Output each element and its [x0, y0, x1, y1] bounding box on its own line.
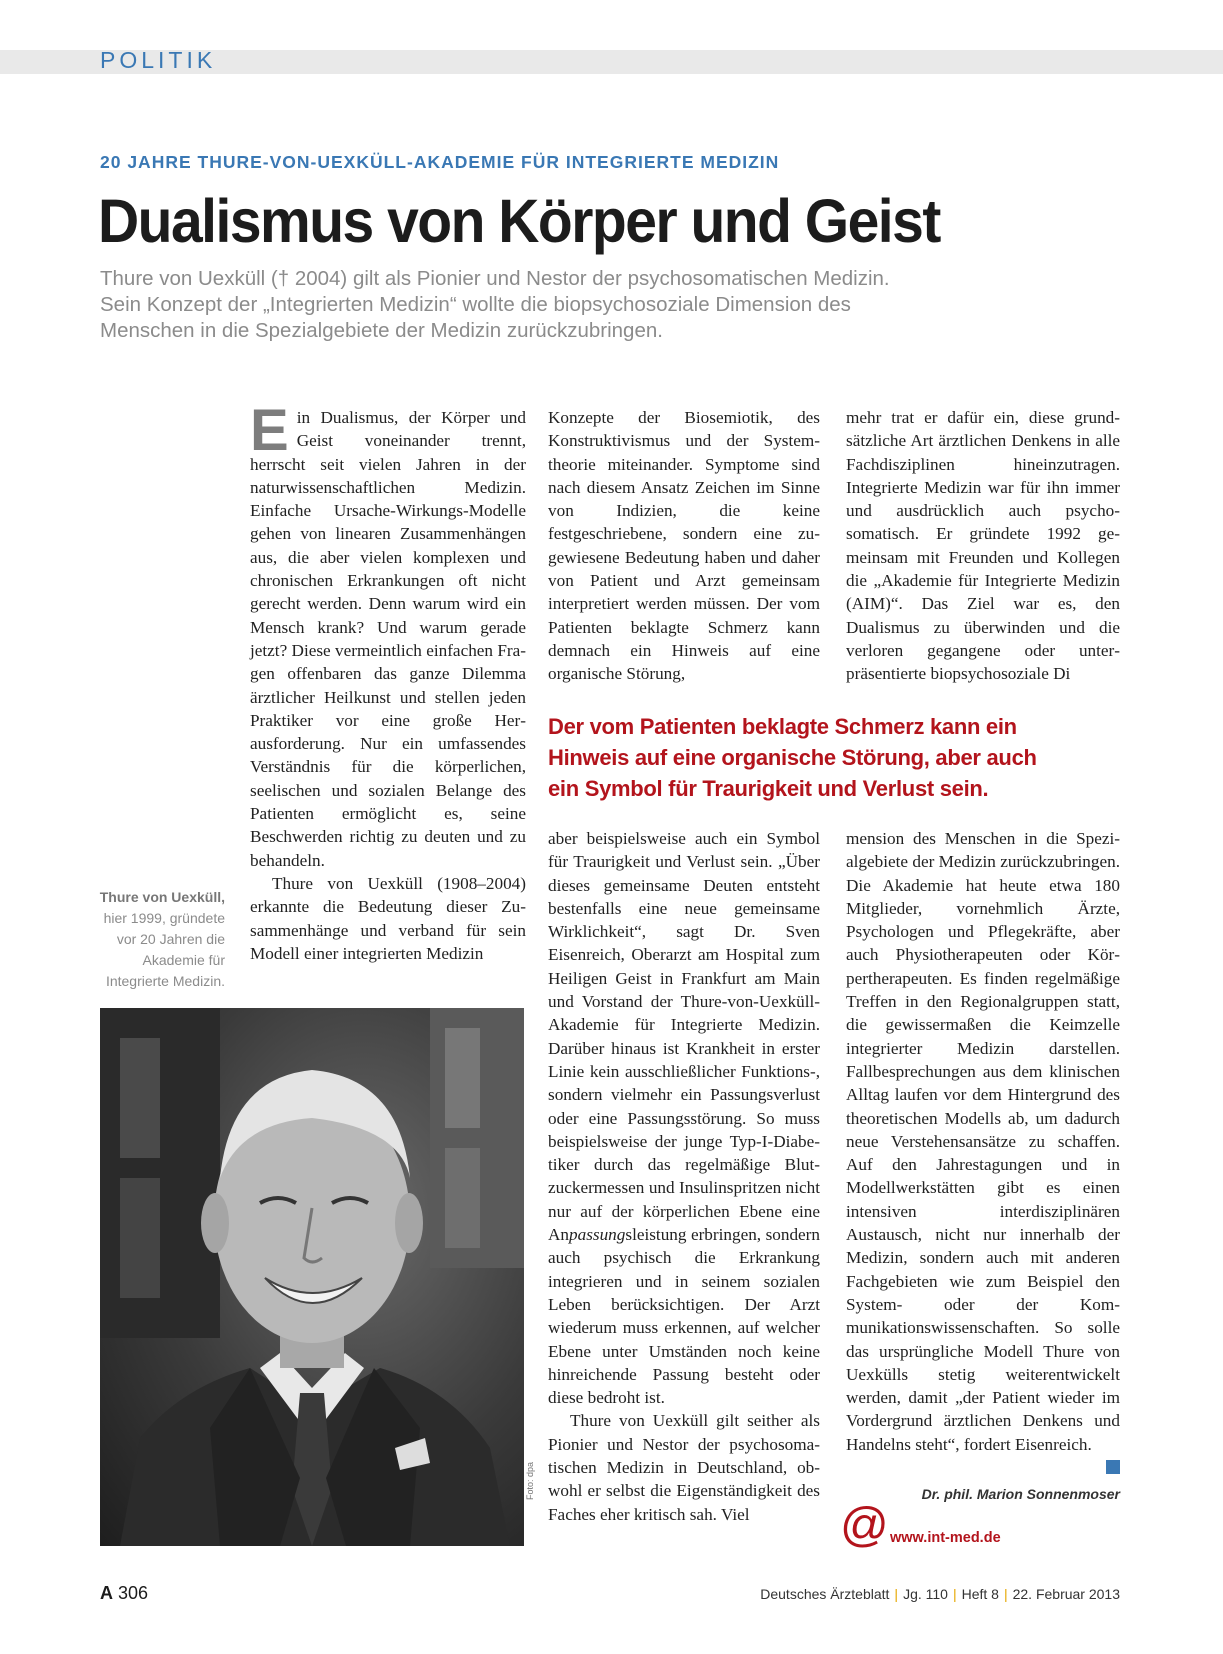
column-2-top [548, 406, 820, 688]
separator: | [1003, 1586, 1008, 1602]
volume: Jg. 110 [903, 1586, 948, 1602]
kicker: 20 JAHRE THURE-VON-UEXKÜLL-AKADEMIE FÜR INTEGRIERTE MEDIZIN [100, 152, 780, 172]
caption-name: Thure von Uexküll, [99, 889, 225, 905]
separator: | [894, 1586, 899, 1602]
footer-publication [760, 1586, 1120, 1602]
emphasis-text: passung [569, 1225, 626, 1245]
photo-caption [70, 887, 225, 992]
paragraph [548, 827, 820, 1409]
column-3-bottom [846, 827, 1120, 1487]
pullquote [548, 711, 1128, 804]
page-number-value: 306 [118, 1583, 149, 1603]
journal-name: Deutsches Ärzteblatt [760, 1586, 890, 1602]
pullquote-line: ein Symbol für Traurigkeit und Verlust sein. [548, 776, 989, 801]
paragraph-text: sleistung erbringen, sondern auch psychisch die Erkrankung integrieren und in seinem sozialen Leben berücksichtigen. Der Arzt wiederum muss erkennen, auf welcher Ebene unter Umständen noch keine hinreichende Passung besteht oder diese bedroht ist. [548, 1225, 820, 1408]
portrait-photo [100, 1008, 524, 1546]
end-mark-icon [1106, 1460, 1120, 1474]
lead-line: Thure von Uexküll († 2004) gilt als Pionier und Nestor der psychosomatischen Medizin. [100, 267, 890, 290]
paragraph: Konzepte der Biosemiotik, des Konstruktivismus und der Systemtheorie miteinander. Symptome sind nach diesem Ansatz Zeichen im Sinne von Indizien, die keine festgeschriebene, sondern eine zugewiesene Bedeutung haben und daher von Patient und Arzt gemeinsam interpretiert werden müssen. Der vom Patienten beklagte Schmerz kann demnach ein Hinweis auf eine organische Störung, [548, 408, 820, 684]
photo-credit: Foto: dpa [525, 1461, 535, 1500]
dropcap: E [250, 398, 289, 463]
lead-line: Menschen in die Spezialgebiete der Medizin zurückzubringen. [100, 319, 663, 342]
lead-paragraph [100, 266, 1000, 344]
paragraph: mension des Menschen in die Spezialgebiete der Medizin zurückzubringen. Die Akademie hat heute etwa 180 Mitglieder, vornehmlich Ärzte, Psychologen und Pflegekräfte, aber auch Physiotherapeuten oder Körpertherapeuten. Es finden regelmäßige Treffen in den Regionalgruppen statt, die gewissermaßen die Keimzelle integrierter Medizin darstellen. Fallbesprechungen aus dem klinischen Alltag laufen vor dem Hintergrund des theoretischen Modells ab, um dadurch neue Verstehensansätze zu schaffen. Auf den Jahrestagungen und in Modellwerkstätten gibt es einen intensiven interdisziplinären Austausch, nicht nur innerhalb der Medizin, sondern auch mit anderen Fachgebieten wie zum Beispiel den System- oder der Kommunikationswissenschaften. So solle das ursprüngliche Modell Thure von Uexkülls stetig weiterentwickelt werden, damit „der Patient wieder im Vordergrund ärztlichen Denkens und Handelns steht“, fordert Eisenreich. [846, 829, 1120, 1454]
pullquote-line: Hinweis auf eine organische Störung, aber auch [548, 745, 1037, 770]
paragraph: Thure von Uexküll gilt seither als Pionier und Nestor der psychosomatischen Medizin in Deutschland, obwohl er selbst die Eigenständigkeit des Faches eher kritisch sah. Viel [548, 1411, 820, 1524]
at-icon: @ [840, 1499, 889, 1552]
lead-line: Sein Konzept der „Integrierten Medizin“ wollte die biopsychosoziale Dimension des [100, 293, 851, 316]
author-byline: Dr. phil. Marion Sonnenmoser [921, 1486, 1120, 1502]
paragraph-text: aber beispielsweise auch ein Symbol für Traurigkeit und Verlust sein. „Über dieses gemeinsame Deuten entsteht bestenfalls eine neue gemeinsame Wirklichkeit“, sagt Dr. Sven Eisenreich, Oberarzt am Hospital zum Heiligen Geist in Frankfurt am Main und Vorstand der Thure-von-Uexküll-Akademie für Integrierte Medizin. Darüber hinaus ist Krankheit in erster Linie kein ausschließlicher Funktions-, sondern vielmehr ein Passungsverlust oder eine Passungsstörung. So muss beispielsweise der junge Typ-I-Diabetiker durch das regelmäßige Blutzuckermessen und Insulinspritzen nicht nur auf der körperlichen Ebene eine An [548, 829, 820, 1245]
paragraph: mehr trat er dafür ein, diese grundsätzliche Art ärztlichen Denkens in alle Fachdisziplinen hineinzutragen. Integrierte Medizin war für ihn immer und ausdrücklich auch psychosomatisch. Er gründete 1992 gemeinsam mit Freunden und Kollegen die „Akademie für Integrierte Medizin (AIM)“. Das Ziel war es, den Dualismus zu überwinden und die verloren gegangene oder unterpräsentierte biopsychosoziale Di [846, 408, 1120, 684]
page-prefix: A [100, 1583, 113, 1603]
issue-date: 22. Februar 2013 [1012, 1586, 1120, 1602]
headline: Dualismus von Körper und Geist [98, 187, 940, 257]
caption-line: Akademie für [142, 952, 225, 968]
page-number [100, 1583, 148, 1604]
paragraph [250, 398, 526, 872]
rubric-label: POLITIK [100, 47, 217, 73]
separator: | [952, 1586, 957, 1602]
paragraph: Thure von Uexküll (1908–2004) erkannte die Bedeutung dieser Zusammenhänge und verband für sein Modell einer integrierten Medizin [250, 873, 526, 963]
caption-line: hier 1999, gründete [103, 910, 225, 926]
column-3-top [846, 406, 1120, 688]
portrait-illustration [100, 1008, 524, 1546]
column-1 [250, 398, 526, 986]
caption-line: Integrierte Medizin. [105, 973, 225, 989]
pullquote-line: Der vom Patienten beklagte Schmerz kann ein [548, 714, 1017, 739]
caption-line: vor 20 Jahren die [116, 931, 225, 947]
paragraph-text: in Dualismus, der Körper und Geist voneinander trennt, herrscht seit vielen Jahren in der naturwissenschaftlichen Medizin. Einfache Ursache-Wirkungs-Modelle gehen von linearen Zusammenhängen aus, die aber vielen komplexen und chronischen Erkrankungen oft nicht gerecht werden. Denn warum wird ein Mensch krank? Und warum gerade jetzt? Diese vermeintlich einfachen Fragen offenbaren das ganze Dilemma ärztlicher Heilkunst und stellen jeden Praktiker vor eine große Herausforderung. Nur ein umfassendes Verständnis für die körperlichen, seelischen und sozialen Belange des Patienten ermöglicht es, seine Beschwerden richtig zu deuten und zu behandeln. [250, 408, 526, 870]
column-2-bottom [548, 827, 820, 1562]
issue: Heft 8 [961, 1586, 999, 1602]
website-link[interactable]: www.int-med.de [890, 1530, 1001, 1546]
